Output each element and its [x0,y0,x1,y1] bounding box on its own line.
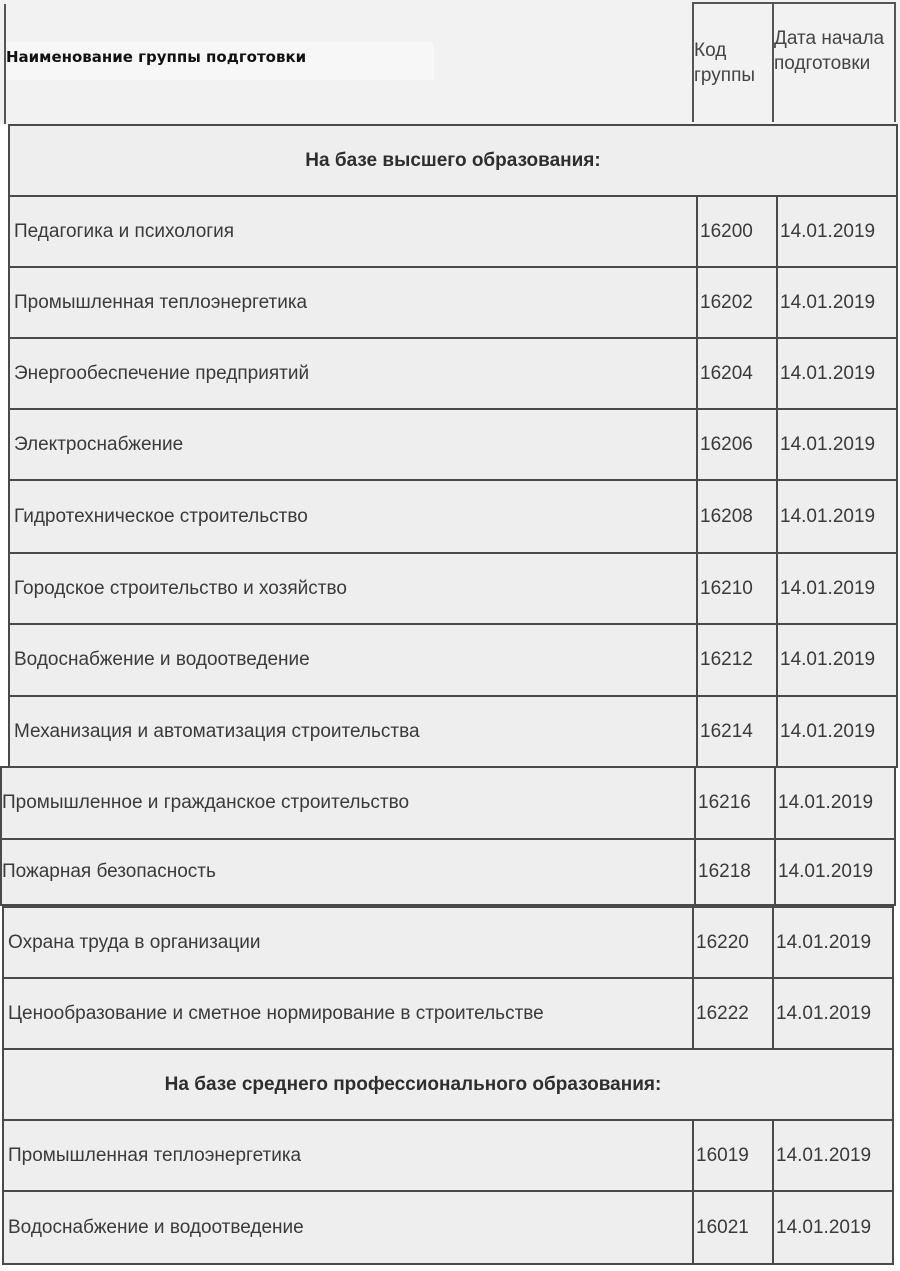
row-name: Промышленная теплоэнергетика [14,291,308,313]
table-header [0,0,900,124]
row-date: 14.01.2019 [776,410,896,479]
row-code: 16021 [692,1192,772,1263]
section-title-higher-education: На базе высшего образования: [8,124,898,197]
row-date: 14.01.2019 [776,697,896,766]
table-row [2,1190,894,1265]
row-date: 14.01.2019 [776,625,896,695]
table-row [8,552,898,625]
table-row [8,408,898,481]
row-name: Педагогика и психология [14,220,235,242]
row-name: Электроснабжение [14,433,184,455]
row-name: Пожарная безопасность [2,861,216,882]
row-name: Водоснабжение и водоотведение [8,1216,304,1238]
row-date: 14.01.2019 [776,481,896,552]
row-date: 14.01.2019 [772,908,892,977]
table-row [8,479,898,554]
row-date: 14.01.2019 [776,554,896,623]
row-name: Механизация и автоматизация строительства [14,720,420,742]
row-code: 16206 [696,410,776,479]
row-code: 16216 [694,768,774,838]
row-name: Энергообеспечение предприятий [14,362,310,384]
table-row [8,266,898,339]
row-code: 16214 [696,697,776,766]
row-date: 14.01.2019 [776,339,896,408]
row-code: 16200 [696,197,776,266]
row-code: 16212 [696,625,776,695]
row-name: Охрана труда в организации [8,931,261,953]
row-code: 16218 [694,840,774,904]
header-date: Дата начала подготовки [774,28,885,74]
row-name: Промышленная теплоэнергетика [8,1144,302,1166]
header-code: Код группы [694,40,756,86]
row-code: 16019 [692,1121,772,1190]
header-name: Наименование группы подготовки [4,42,434,80]
row-date: 14.01.2019 [776,197,896,266]
table-row [8,195,898,268]
row-code: 16222 [692,979,772,1048]
table-row [8,337,898,410]
table-row [0,766,896,840]
row-code: 16220 [692,908,772,977]
row-name: Гидротехническое строительство [14,505,308,527]
row-date: 14.01.2019 [774,840,894,904]
row-code: 16210 [696,554,776,623]
row-date: 14.01.2019 [772,1121,892,1190]
row-name: Водоснабжение и водоотведение [14,649,310,670]
table-row [2,906,894,979]
table-row [8,695,898,768]
row-code: 16202 [696,268,776,337]
row-name: Городское строительство и хозяйство [14,577,347,599]
row-date: 14.01.2019 [776,268,896,337]
row-date: 14.01.2019 [772,1192,892,1263]
row-name: Ценообразование и сметное нормирование в строительстве [8,1002,544,1024]
table-row [0,838,896,906]
section-title-secondary-education: На базе среднего профессионального образования: [2,1048,894,1121]
table-row [2,1119,894,1192]
row-date: 14.01.2019 [774,768,894,838]
table-row [2,977,894,1050]
row-date: 14.01.2019 [772,979,892,1048]
row-code: 16208 [696,481,776,552]
row-name: Промышленное и гражданское строительство [2,792,410,813]
table-row [8,623,898,697]
row-code: 16204 [696,339,776,408]
